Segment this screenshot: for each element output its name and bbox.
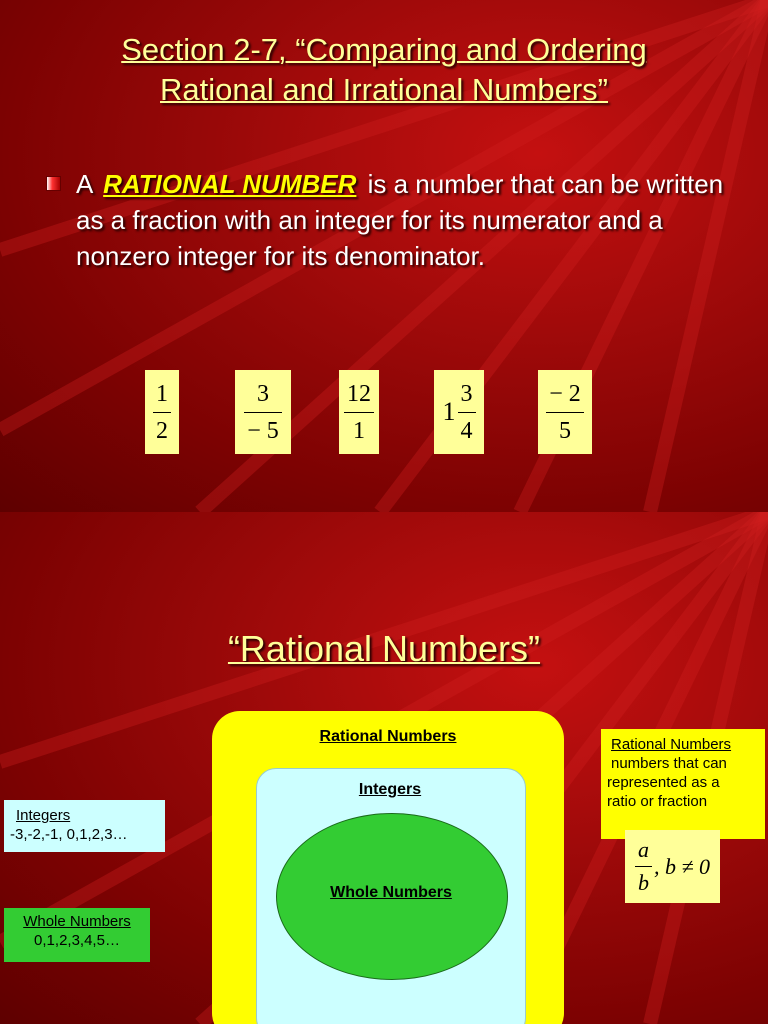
fraction-example	[538, 370, 592, 454]
rational-box-line-1: numbers that can	[611, 755, 727, 772]
denominator: 5	[558, 417, 571, 444]
integers-box	[4, 800, 165, 852]
integers-box-label: Integers	[16, 807, 71, 824]
fraction-example	[145, 370, 179, 454]
whole-numbers-box	[4, 908, 150, 962]
denominator: 1	[353, 417, 365, 444]
numerator: 3	[460, 380, 473, 407]
bullet-icon	[46, 176, 61, 191]
denominator: 4	[460, 417, 473, 444]
formula-numerator: a	[637, 837, 649, 862]
definition-text	[76, 166, 746, 274]
numerator: − 2	[549, 380, 581, 407]
rational-numbers-label: Rational Numbers	[319, 728, 457, 745]
denominator: − 5	[247, 417, 279, 444]
rational-box-line-2: represented as a	[607, 774, 720, 791]
integers-label: Integers	[358, 781, 422, 798]
rational-numbers-box-label: Rational Numbers	[611, 736, 732, 753]
definition-prefix: A	[76, 169, 100, 199]
whole-part: 1	[442, 397, 456, 426]
denominator: 2	[156, 417, 168, 444]
numerator: 3	[256, 380, 269, 407]
whole-numbers-box-label: Whole Numbers	[23, 913, 131, 930]
mixed-number-example	[434, 370, 484, 454]
rational-formula	[625, 830, 720, 903]
slide-2	[0, 512, 768, 1024]
slide-title	[0, 30, 768, 111]
whole-numbers-box-values: 0,1,2,3,4,5…	[34, 932, 120, 949]
rational-box-line-3: ratio or fraction	[607, 793, 708, 810]
definition-rest: is a number that can be written as a fraction with an integer for its numerator and a nonzero integer for its denominator.	[76, 169, 724, 271]
integers-box-values: -3,-2,-1, 0,1,2,3…	[10, 826, 128, 843]
slide-title: “Rational Numbers”	[227, 628, 541, 669]
definition-bullet	[46, 166, 746, 274]
formula-denominator: b	[637, 870, 649, 895]
title-line-1: Section 2-7, “Comparing and Ordering	[121, 32, 647, 67]
fraction-example	[339, 370, 379, 454]
formula-condition: , b ≠ 0	[653, 853, 711, 879]
keyword-rational-number: RATIONAL NUMBER	[103, 169, 357, 199]
whole-numbers-label: Whole Numbers	[330, 884, 452, 901]
rational-numbers-box	[601, 729, 765, 839]
numerator: 12	[347, 380, 371, 407]
title-line-2: Rational and Irrational Numbers”	[160, 72, 608, 108]
numerator: 1	[156, 380, 168, 407]
fraction-example	[235, 370, 291, 454]
